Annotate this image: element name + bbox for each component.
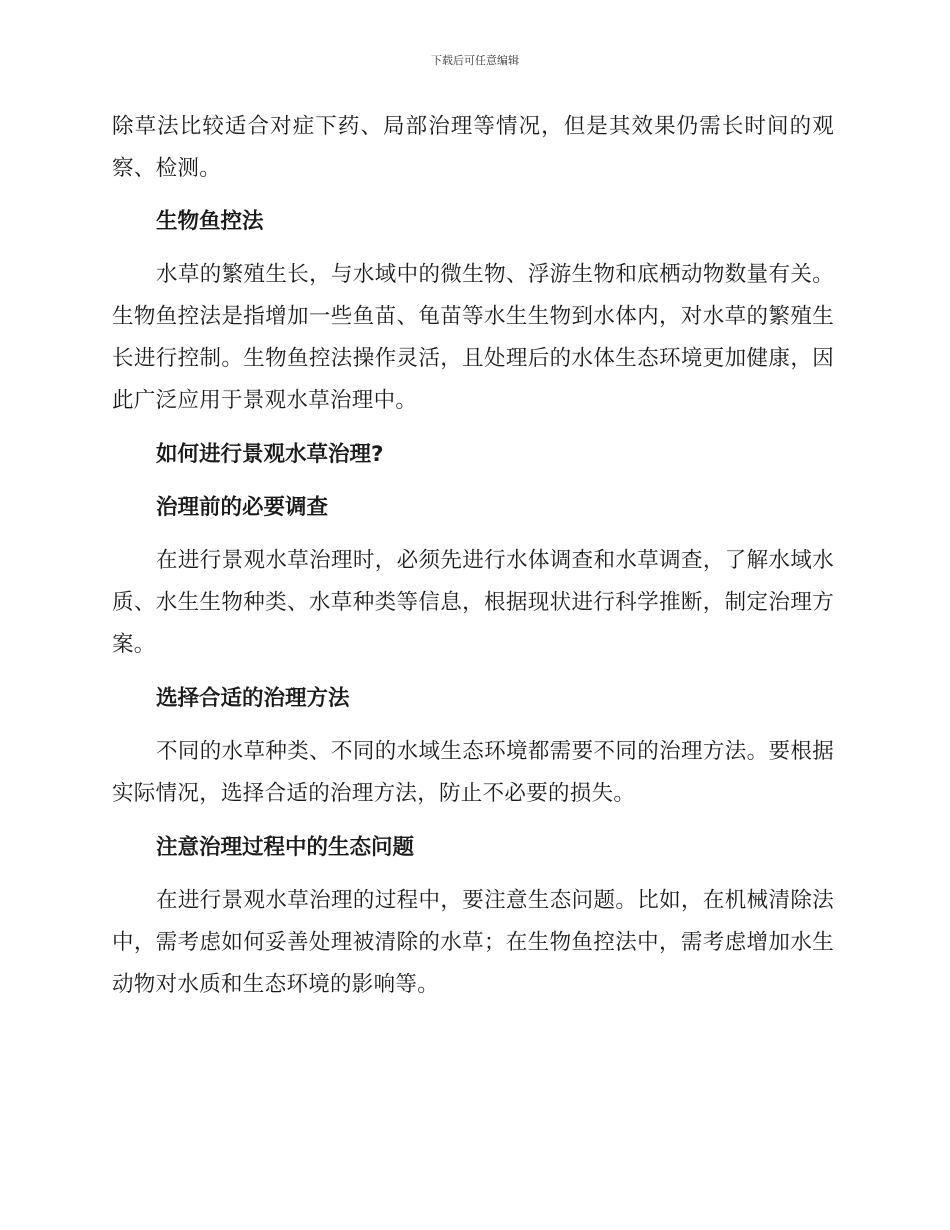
spacer (112, 869, 834, 880)
paragraph-continuation: 除草法比较适合对症下药、局部治理等情况，但是其效果仍需长时间的观察、检测。 (112, 114, 834, 181)
spacer (112, 422, 834, 434)
paragraph-survey: 在进行景观水草治理时，必须先进行水体调查和水草调查，了解水域水质、水生生物种类、水草种类等信息，根据现状进行科学推断，制定治理方案。 (112, 548, 834, 657)
paragraph-ecology: 在进行景观水草治理的过程中，要注意生态问题。比如，在机械清除法中，需考虑如何妥善处理被清除的水草；在生物鱼控法中，需考虑增加水生动物对水质和生态环境的影响等。 (112, 888, 834, 997)
spacer (112, 815, 834, 827)
paragraph-fish-control: 水草的繁殖生长，与水域中的微生物、浮游生物和底栖动物数量有关。生物鱼控法是指增加一些鱼苗、龟苗等水生生物到水体内，对水草的繁殖生长进行控制。生物鱼控法操作灵活，且处理后的水体生态环境更加健康，因此广泛应用于景观水草治理中。 (112, 262, 834, 413)
spacer (112, 190, 834, 201)
heading-how-to-manage: 如何进行景观水草治理? (156, 442, 384, 467)
spacer (112, 476, 834, 487)
spacer (112, 666, 834, 678)
heading-biological-fish-control: 生物鱼控法 (156, 209, 264, 234)
spacer (112, 720, 834, 731)
spacer (112, 529, 834, 540)
page-header: 下载后可任意编辑 (431, 54, 519, 67)
spacer (112, 243, 834, 254)
heading-survey: 治理前的必要调查 (156, 495, 329, 520)
heading-ecology: 注意治理过程中的生态问题 (156, 835, 415, 860)
document-body (112, 106, 834, 1006)
paragraph-choose-method: 不同的水草种类、不同的水域生态环境都需要不同的治理方法。要根据实际情况，选择合适的治理方法，防止不必要的损失。 (112, 739, 834, 806)
heading-choose-method: 选择合适的治理方法 (156, 686, 350, 711)
